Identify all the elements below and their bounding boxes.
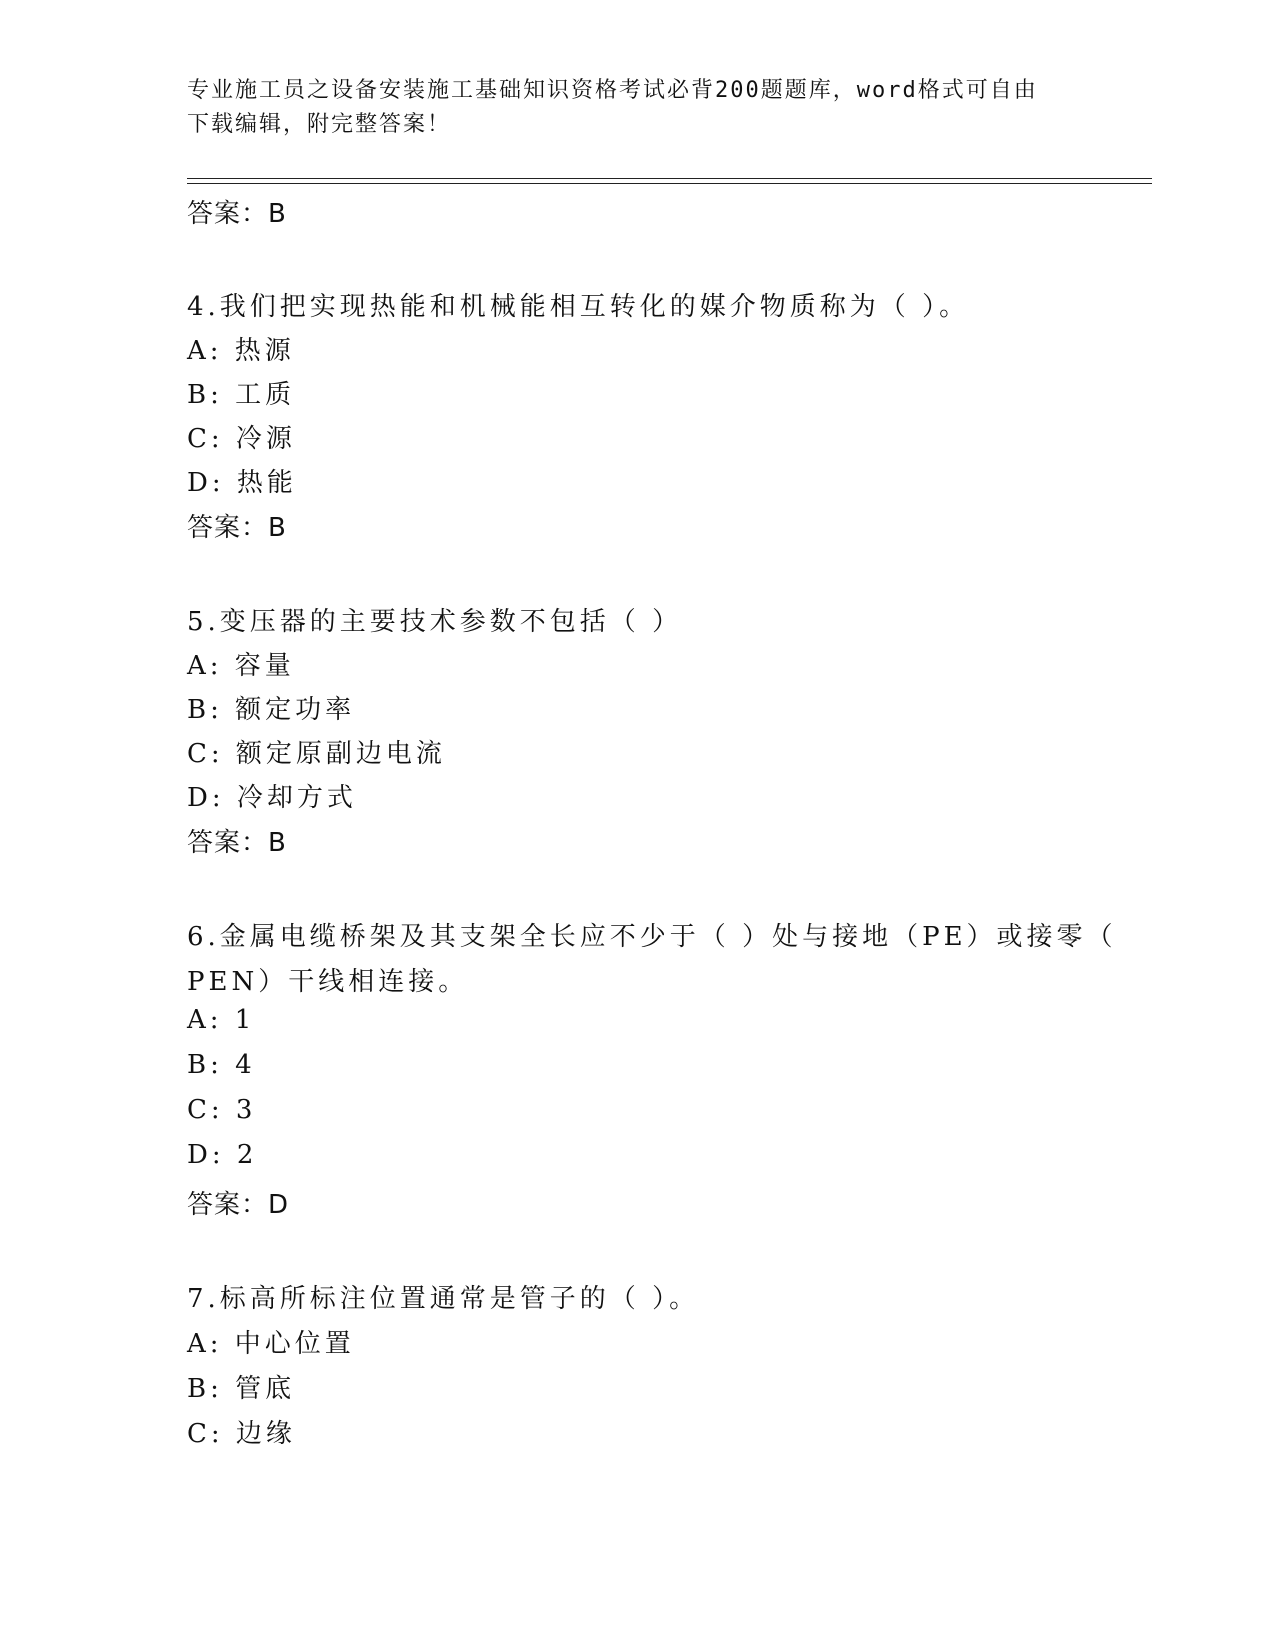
question-6-stem-line-1: 6.金属电缆桥架及其支架全长应不少于（ ）处与接地（PE）或接零（: [187, 922, 1117, 952]
question-7-option-a: A: 中心位置: [187, 1329, 355, 1359]
question-4-option-c: C: 冷源: [187, 424, 296, 454]
previous-answer: 答案：B: [187, 199, 287, 229]
question-5-option-b: B: 额定功率: [187, 695, 356, 725]
question-5-option-c: C: 额定原副边电流: [187, 739, 446, 769]
question-4-option-a: A: 热源: [187, 336, 295, 366]
header-divider-bottom: [187, 183, 1152, 184]
question-4-stem: 4.我们把实现热能和机械能相互转化的媒介物质称为（ ）。: [187, 292, 970, 322]
question-7-option-b: B: 管底: [187, 1374, 296, 1404]
question-4-option-b: B: 工质: [187, 380, 296, 410]
question-4-option-d: D: 热能: [187, 468, 297, 498]
question-5-option-a: A: 容量: [187, 651, 295, 681]
question-5-answer: 答案：B: [187, 828, 287, 858]
question-7-stem: 7.标高所标注位置通常是管子的（ ）。: [187, 1284, 700, 1314]
header-line-1: 专业施工员之设备安装施工基础知识资格考试必背200题题库，word格式可自由: [187, 78, 1038, 103]
question-5-stem: 5.变压器的主要技术参数不包括（ ）: [187, 607, 683, 637]
header-line-2: 下载编辑，附完整答案！: [187, 112, 452, 137]
question-6-stem-line-2: PEN）干线相连接。: [187, 967, 469, 997]
document-header: [187, 74, 1087, 142]
header-divider-top: [187, 178, 1152, 179]
question-6-option-a: A: 1: [187, 1005, 256, 1035]
question-6-option-d: D: 2: [187, 1140, 258, 1170]
question-5-option-d: D: 冷却方式: [187, 783, 357, 813]
question-6-answer: 答案：D: [187, 1190, 290, 1220]
question-6-option-b: B: 4: [187, 1050, 256, 1080]
question-7-option-c: C: 边缘: [187, 1419, 296, 1449]
question-6-option-c: C: 3: [187, 1095, 257, 1125]
question-4-answer: 答案：B: [187, 513, 287, 543]
